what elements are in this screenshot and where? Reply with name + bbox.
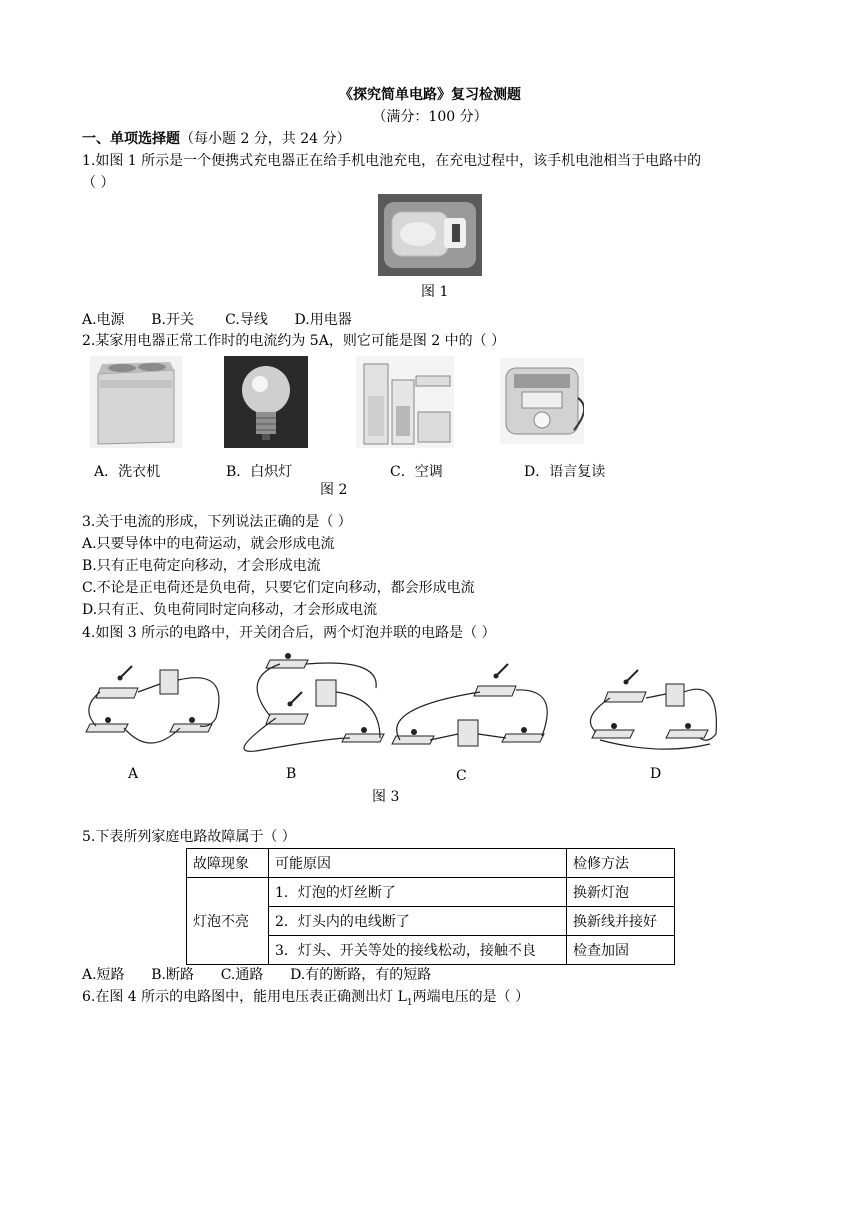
circuit-label-a: A	[128, 766, 139, 782]
fault-cause: 1．灯泡的灯丝断了	[269, 878, 567, 907]
fault-cause: 3．灯头、开关等处的接线松动，接触不良	[269, 936, 567, 965]
q2-stem: 2.某家用电器正常工作时的电流约为 5A，则它可能是图 2 中的（ ）	[82, 333, 506, 349]
q2-option-b: B．白炽灯	[226, 464, 293, 480]
section-title: 一、单项选择题	[82, 131, 180, 147]
q5-options: A.短路 B.断路 C.通路 D.有的断路，有的短路	[82, 967, 432, 983]
light-bulb-photo	[224, 356, 308, 448]
section-note: （每小题 2 分，共 24 分）	[180, 131, 351, 147]
washing-machine-photo	[90, 356, 182, 448]
charger-photo	[378, 194, 482, 276]
fault-fix: 换新线并接好	[567, 907, 675, 936]
q4-stem: 4.如图 3 所示的电路中，开关闭合后，两个灯泡并联的电路是（ ）	[82, 625, 496, 641]
circuit-label-c: C	[456, 768, 467, 784]
figure2-caption: 图 2	[320, 482, 348, 498]
q2-option-c: C．空调	[390, 464, 443, 480]
repeater-photo	[500, 358, 584, 444]
q3-option-c: C.不论是正电荷还是负电荷，只要它们定向移动，都会形成电流	[82, 580, 475, 596]
q6-stem	[82, 988, 529, 1012]
figure3-caption: 图 3	[372, 789, 400, 805]
q6-stem-sub: 1	[406, 997, 413, 1008]
table-header-row	[187, 849, 675, 878]
q5-stem: 5.下表所列家庭电路故障属于（ ）	[82, 829, 296, 845]
table-row	[187, 878, 675, 907]
page-subtitle: （满分：100 分）	[372, 109, 488, 125]
fault-fix: 检查加固	[567, 936, 675, 965]
q1-options: A.电源 B.开关 C.导线 D.用电器	[82, 312, 352, 328]
q6-stem-pre: 6.在图 4 所示的电路图中，能用电压表正确测出灯 L	[82, 989, 407, 1005]
q6-stem-post: 两端电压的是（ ）	[412, 989, 530, 1005]
fault-cause: 2．灯头内的电线断了	[269, 907, 567, 936]
circuit-label-d: D	[650, 766, 662, 782]
circuit-diagrams	[80, 648, 740, 758]
q2-option-d: D．语言复读	[524, 464, 606, 480]
table-header: 故障现象	[187, 849, 269, 878]
air-conditioner-photo	[356, 356, 454, 448]
table-header: 可能原因	[269, 849, 567, 878]
q1-stem-line2: （ ）	[82, 175, 115, 191]
q1-stem-line1: 1.如图 1 所示是一个便携式充电器正在给手机电池充电，在充电过程中，该手机电池相当于电路中的	[82, 153, 702, 169]
q3-option-b: B.只有正电荷定向移动，才会形成电流	[82, 558, 321, 574]
fault-table	[186, 848, 675, 965]
q3-option-d: D.只有正、负电荷同时定向移动，才会形成电流	[82, 602, 378, 618]
figure1-caption: 图 1	[421, 284, 449, 300]
q3-option-a: A.只要导体中的电荷运动，就会形成电流	[82, 536, 335, 552]
table-header: 检修方法	[567, 849, 675, 878]
q2-option-a: A．洗衣机	[94, 464, 161, 480]
fault-phenomenon: 灯泡不亮	[187, 878, 269, 965]
fault-fix: 换新灯泡	[567, 878, 675, 907]
page-title: 《探究简单电路》复习检测题	[339, 87, 521, 103]
circuit-label-b: B	[286, 766, 297, 782]
q3-stem: 3.关于电流的形成，下列说法正确的是（ ）	[82, 514, 352, 530]
section-heading	[82, 130, 351, 148]
